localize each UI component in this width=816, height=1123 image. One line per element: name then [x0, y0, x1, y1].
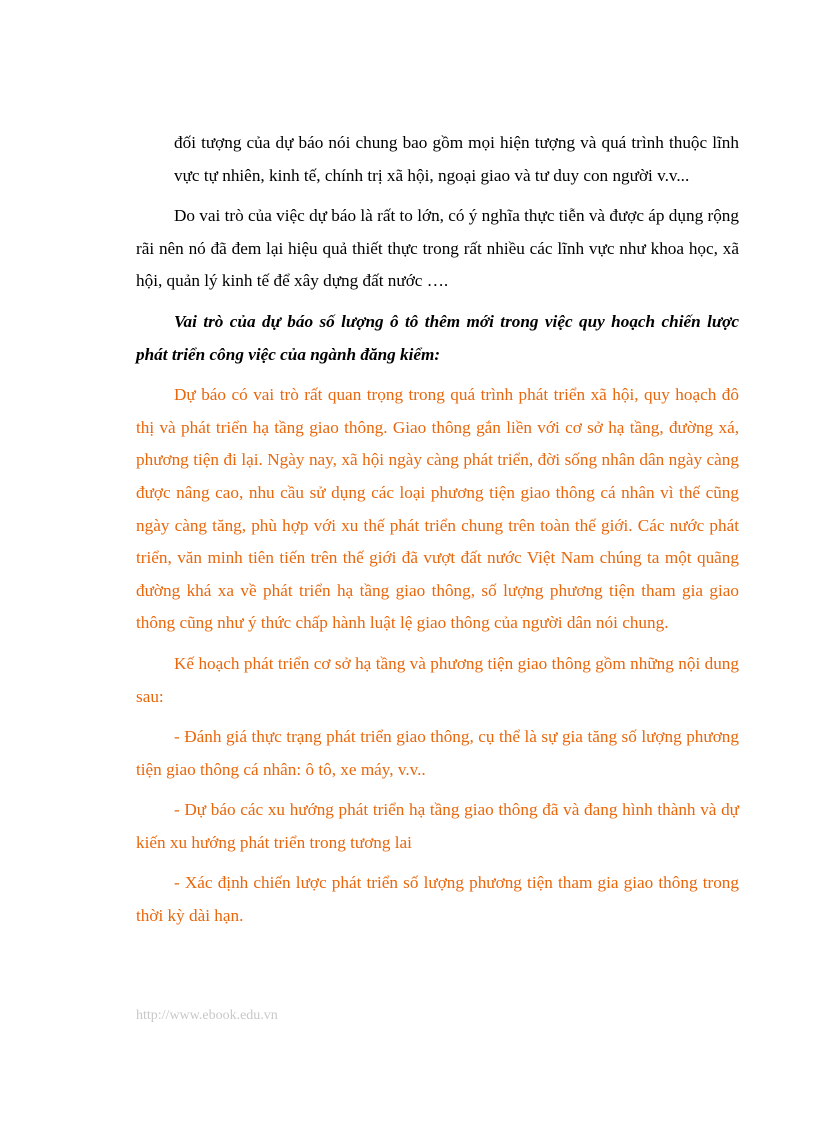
paragraph-intro-continuation: đối tượng của dự báo nói chung bao gồm mọi hiện tượng và quá trình thuộc lĩnh vực tự nhiên, kinh tế, chính trị xã hội, ngoại giao và tư duy con người v.v... — [174, 133, 739, 185]
list-item-assessment: - Đánh giá thực trạng phát triển giao thông, cụ thể là sự gia tăng số lượng phương tiện giao thông cá nhân: ô tô, xe máy, v.v.. — [136, 727, 739, 779]
paragraph-plan-intro: Kế hoạch phát triển cơ sở hạ tầng và phương tiện giao thông gồm những nội dung sau: — [136, 653, 739, 706]
paragraph-forecast-importance: Dự báo có vai trò rất quan trọng trong quá trình phát triển xã hội, quy hoạch đô thị và phát triển hạ tầng giao thông. Giao thông gắn liền với cơ sở hạ tầng, đường xá, phương tiện đi lại. Ngày nay, xã hội ngày càng phát triển, đời sống nhân dân ngày càng được nâng cao, nhu cầu sử dụng các loại phương tiện giao thông cá nhân vì thế cũng ngày càng tăng, phù hợp với xu thế phát triển chung trên toàn thế giới. Các nước phát triển, văn minh tiên tiến trên thế giới đã vượt đất nước Việt Nam chúng ta một quãng đường khá xa về phát triển hạ tầng giao thông, số lượng phương tiện tham gia giao thông cũng như ý thức chấp hành luật lệ giao thông của người dân nói chung. — [136, 385, 739, 633]
list-item-trends: - Dự báo các xu hướng phát triển hạ tầng giao thông đã và đang hình thành và dự kiến xu hướng phát triển trong tương lai — [136, 800, 739, 852]
list-item-strategy: - Xác định chiến lược phát triển số lượng phương tiện tham gia giao thông trong thời kỳ dài hạn. — [136, 873, 739, 926]
footer-url: http://www.ebook.edu.vn — [136, 1008, 278, 1023]
paragraph-forecast-role: Do vai trò của việc dự báo là rất to lớn, có ý nghĩa thực tiễn và được áp dụng rộng rãi nên nó đã đem lại hiệu quả thiết thực trong rất nhiều các lĩnh vực như khoa học, xã hội, quản lý kinh tế để xây dựng đất nước …. — [136, 206, 739, 291]
section-heading: Vai trò của dự báo số lượng ô tô thêm mới trong việc quy hoạch chiến lược phát triển công việc của ngành đăng kiểm: — [136, 311, 739, 364]
document-page — [136, 127, 739, 941]
